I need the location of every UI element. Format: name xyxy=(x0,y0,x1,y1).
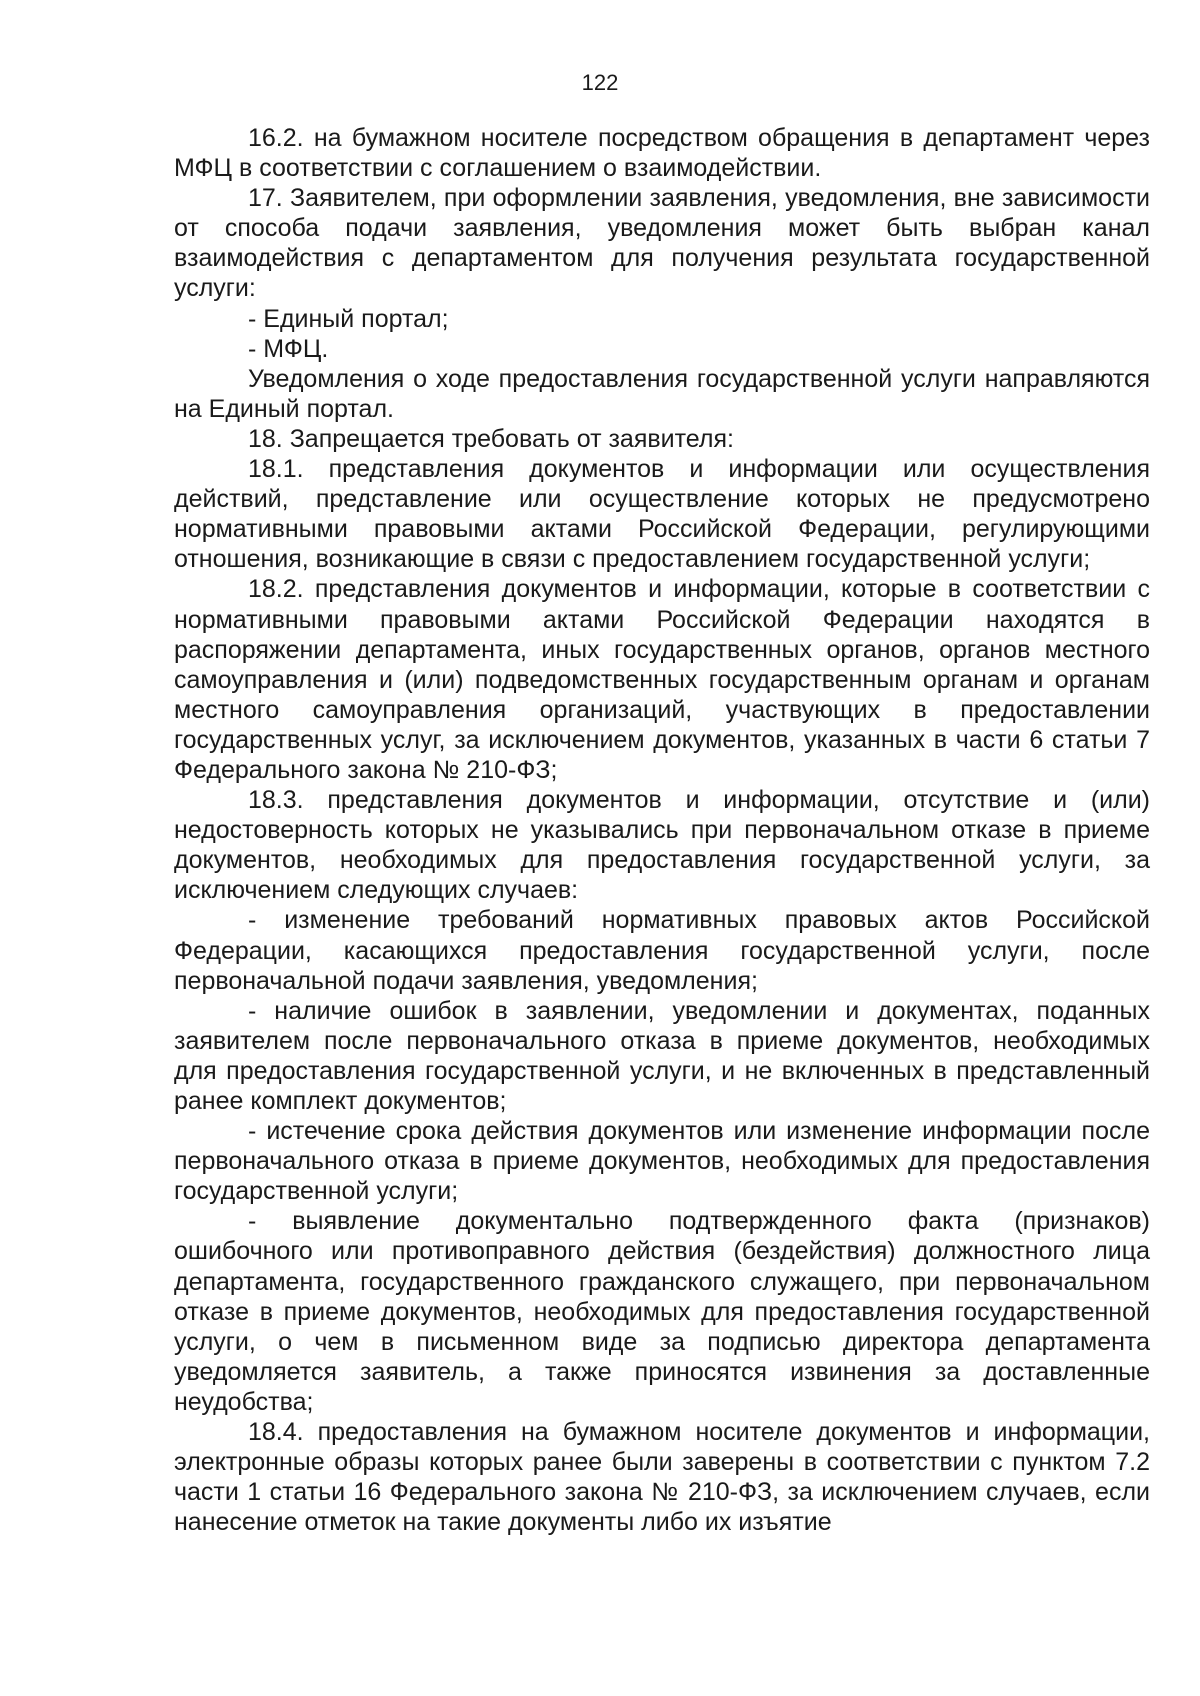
list-item-expiry: - истечение срока действия документов или изменение информации после первоначального отказа в приеме документов, необходимых для предоставления государственной услуги; xyxy=(174,1117,1150,1206)
list-item-misconduct: - выявление документально подтвержденного факта (признаков) ошибочного или противоправного действия (бездействия) должностного лица департамента, государственного гражданского служащего, при первоначальном отказе в приеме документов, необходимых для предоставления государственной услуги, о чем в письменном виде за подписью директора департамента уведомляется заявитель, а также приносятся извинения за доставленные неудобства; xyxy=(174,1207,1150,1416)
paragraph-18-1: 18.1. представления документов и информации или осуществления действий, представление или осуществление которых не предусмотрено нормативными правовыми актами Российской Федерации, регулирующими отношения, возникающие в связи с предоставлением государственной услуги; xyxy=(174,455,1150,574)
paragraph-18-3: 18.3. представления документов и информации, отсутствие и (или) недостоверность которых не указывались при первоначальном отказе в приеме документов, необходимых для предоставления государственной услуги, за исключением следующих случаев: xyxy=(174,786,1150,905)
page-number: 122 xyxy=(581,70,619,95)
document-body xyxy=(174,123,1150,1537)
paragraph-16-2: 16.2. на бумажном носителе посредством обращения в департамент через МФЦ в соответствии с соглашением о взаимодействии. xyxy=(174,124,1150,183)
paragraph-notifications: Уведомления о ходе предоставления государственной услуги направляются на Единый портал. xyxy=(174,364,1150,423)
paragraph-18-2: 18.2. представления документов и информации, которые в соответствии с нормативными правовыми актами Российской Федерации находятся в распоряжении департамента, иных государственных органов, органов местного самоуправления и (или) подведомственных государственным органам и органам местного самоуправления организаций, участвующих в предоставлении государственных услуг, за исключением документов, указанных в части 6 статьи 7 Федерального закона № 210-ФЗ; xyxy=(174,575,1150,784)
list-item-requirements-change: - изменение требований нормативных правовых актов Российской Федерации, касающихся предоставления государственной услуги, после первоначальной подачи заявления, уведомления; xyxy=(174,906,1150,995)
paragraph-17: 17. Заявителем, при оформлении заявления, уведомления, вне зависимости от способа подачи заявления, уведомления может быть выбран канал взаимодействия с департаментом для получения результата государственной услуги: xyxy=(174,184,1150,303)
list-item-mfc: - МФЦ. xyxy=(248,334,329,363)
paragraph-18: 18. Запрещается требовать от заявителя: xyxy=(248,424,734,453)
paragraph-18-4: 18.4. предоставления на бумажном носителе документов и информации, электронные образы которых ранее были заверены в соответствии с пунктом 7.2 части 1 статьи 16 Федерального закона № 210-ФЗ, за исключением случаев, если нанесение отметок на такие документы либо их изъятие xyxy=(174,1418,1150,1537)
list-item-unified-portal: - Единый портал; xyxy=(248,304,449,333)
list-item-errors: - наличие ошибок в заявлении, уведомлении и документах, поданных заявителем после первоначального отказа в приеме документов, необходимых для предоставления государственной услуги, и не включенных в представленный ранее комплект документов; xyxy=(174,996,1150,1115)
